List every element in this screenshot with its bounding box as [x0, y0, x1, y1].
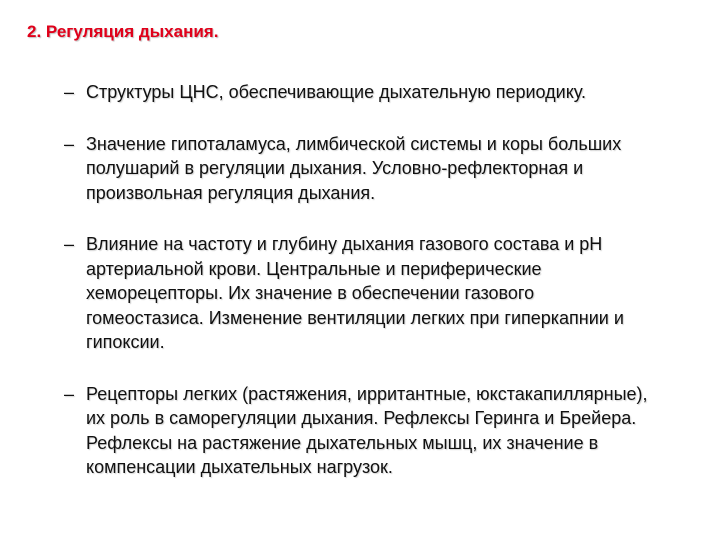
bullet-dash: –	[64, 82, 75, 102]
bullet-dash: –	[64, 234, 75, 254]
bullet-line: компенсации дыхательных нагрузок.	[86, 457, 393, 477]
bullet-line: полушарий в регуляции дыхания. Условно-рефлекторная и	[86, 158, 584, 178]
bullet-list	[64, 80, 714, 480]
bullet-line: Рецепторы легких (растяжения, ирритантные, юкстакапиллярные),	[86, 383, 648, 404]
bullet-line: гомеостазиса. Изменение вентиляции легких при гиперкапнии и	[86, 307, 624, 328]
bullet-dash: –	[64, 383, 75, 404]
bullet-line: произвольная регуляция дыхания.	[86, 182, 376, 203]
bullet-line: хеморецепторы. Их значение в обеспечении газового	[86, 283, 535, 303]
bullet-line: Рефлексы на растяжение дыхательных мышц, их значение в	[86, 432, 599, 453]
bullet-item	[64, 132, 714, 206]
bullet-line: гипоксии.	[86, 332, 165, 352]
slide-title: 2. Регуляция дыхания.	[27, 22, 219, 41]
bullet-line: артериальной крови. Центральные и периферические	[86, 258, 542, 279]
bullet-line: Значение гипоталамуса, лимбической системы и коры больших	[86, 133, 622, 154]
bullet-item	[64, 232, 714, 355]
bullet-line: Структуры ЦНС, обеспечивающие дыхательную периодику.	[86, 82, 587, 102]
bullet-item	[64, 382, 714, 480]
bullet-line: Влияние на частоту и глубину дыхания газового состава и рН	[86, 234, 603, 254]
bullet-dash: –	[64, 133, 75, 154]
bullet-line: их роль в саморегуляции дыхания. Рефлексы Геринга и Брейера.	[86, 408, 637, 428]
bullet-item	[64, 80, 714, 105]
